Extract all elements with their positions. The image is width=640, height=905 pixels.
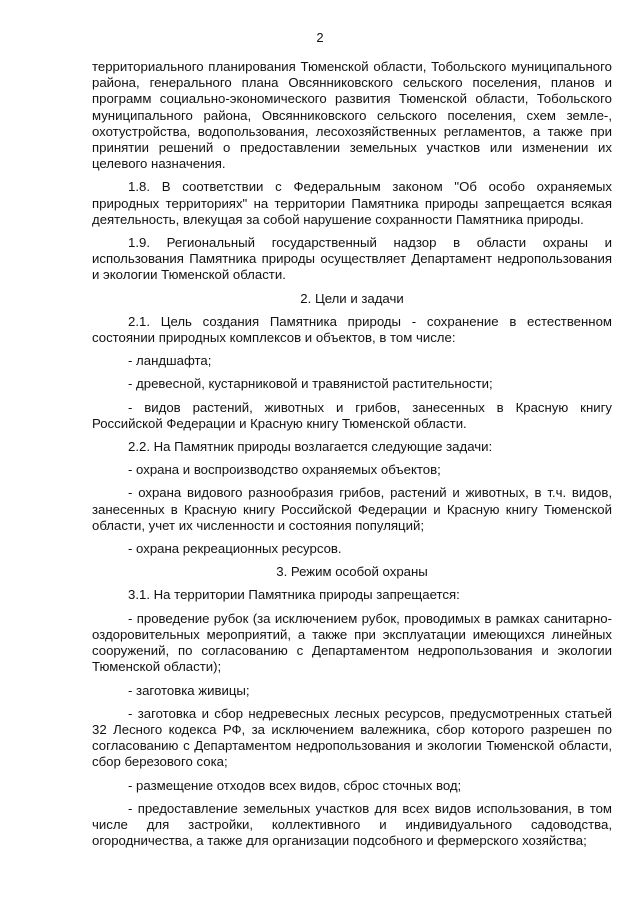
section-heading: 3. Режим особой охраны: [276, 564, 428, 580]
paragraph: - охрана и воспроизводство охраняемых объектов;: [128, 462, 441, 478]
paragraph: - предоставление земельных участков для всех видов использования, в том числе для застройки, коллективного и индивидуального садоводства, огородничества, а также для организации подсобного и фермерского хозяйства;: [92, 800, 612, 849]
paragraph: - проведение рубок (за исключением рубок, проводимых в рамках санитарно-оздоровительных мероприятий, а также при эксплуатации имеющихся линейных сооружений, по согласованию с Департаментом недропользования и экологии Тюменской области);: [92, 610, 612, 675]
paragraph: - заготовка и сбор недревесных лесных ресурсов, предусмотренных статьей 32 Лесного кодекса РФ, за исключением валежника, сбор которого разрешен по согласованию с Департаментом недропользования и экологии Тюменской области, сбор березового сока;: [92, 705, 612, 770]
paragraph: - охрана рекреационных ресурсов.: [128, 541, 342, 557]
paragraph: - охрана видового разнообразия грибов, растений и животных, в т.ч. видов, занесенных в Красную книгу Российской Федерации и Красную книгу Тюменской области, учет их численности и состояния популяций;: [92, 485, 612, 533]
paragraph: - видов растений, животных и грибов, занесенных в Красную книгу Российской Федерации и Красную книгу Тюменской области.: [92, 399, 612, 431]
paragraph: 2.1. Цель создания Памятника природы - сохранение в естественном состоянии природных комплексов и объектов, в том числе:: [92, 313, 612, 346]
paragraph: 1.8. В соответствии с Федеральным законом "Об особо охраняемых природных территориях" на территории Памятника природы запрещается всякая деятельность, влекущая за собой нарушение сохранности Памятника природы.: [92, 179, 612, 227]
paragraph: - ландшафта;: [128, 353, 212, 369]
paragraph: - размещение отходов всех видов, сброс сточных вод;: [128, 777, 462, 793]
section-heading: 2. Цели и задачи: [300, 290, 404, 306]
paragraph: 3.1. На территории Памятника природы запрещается:: [128, 587, 460, 603]
paragraph: 1.9. Региональный государственный надзор в области охраны и использования Памятника природы осуществляет Департамент недропользования и экологии Тюменской области.: [92, 235, 612, 283]
paragraph: территориального планирования Тюменской области, Тобольского муниципального района, генерального плана Овсянниковского сельского поселения, планов и программ социально-экономического развития Тюменской области, Тобольского муниципального района, Овсянниковского сельского поселения, схем земле-, охотустройства, водопользования, лесохозяйственных регламентов, а также при принятии решений о предоставлении земельных участков или изменении их целевого назначения.: [92, 59, 612, 172]
page-number: 2: [316, 30, 324, 45]
document-body: [92, 59, 612, 856]
paragraph: - древесной, кустарниковой и травянистой растительности;: [128, 376, 493, 392]
paragraph: - заготовка живицы;: [128, 682, 250, 698]
paragraph: 2.2. На Памятник природы возлагается следующие задачи:: [128, 439, 493, 455]
